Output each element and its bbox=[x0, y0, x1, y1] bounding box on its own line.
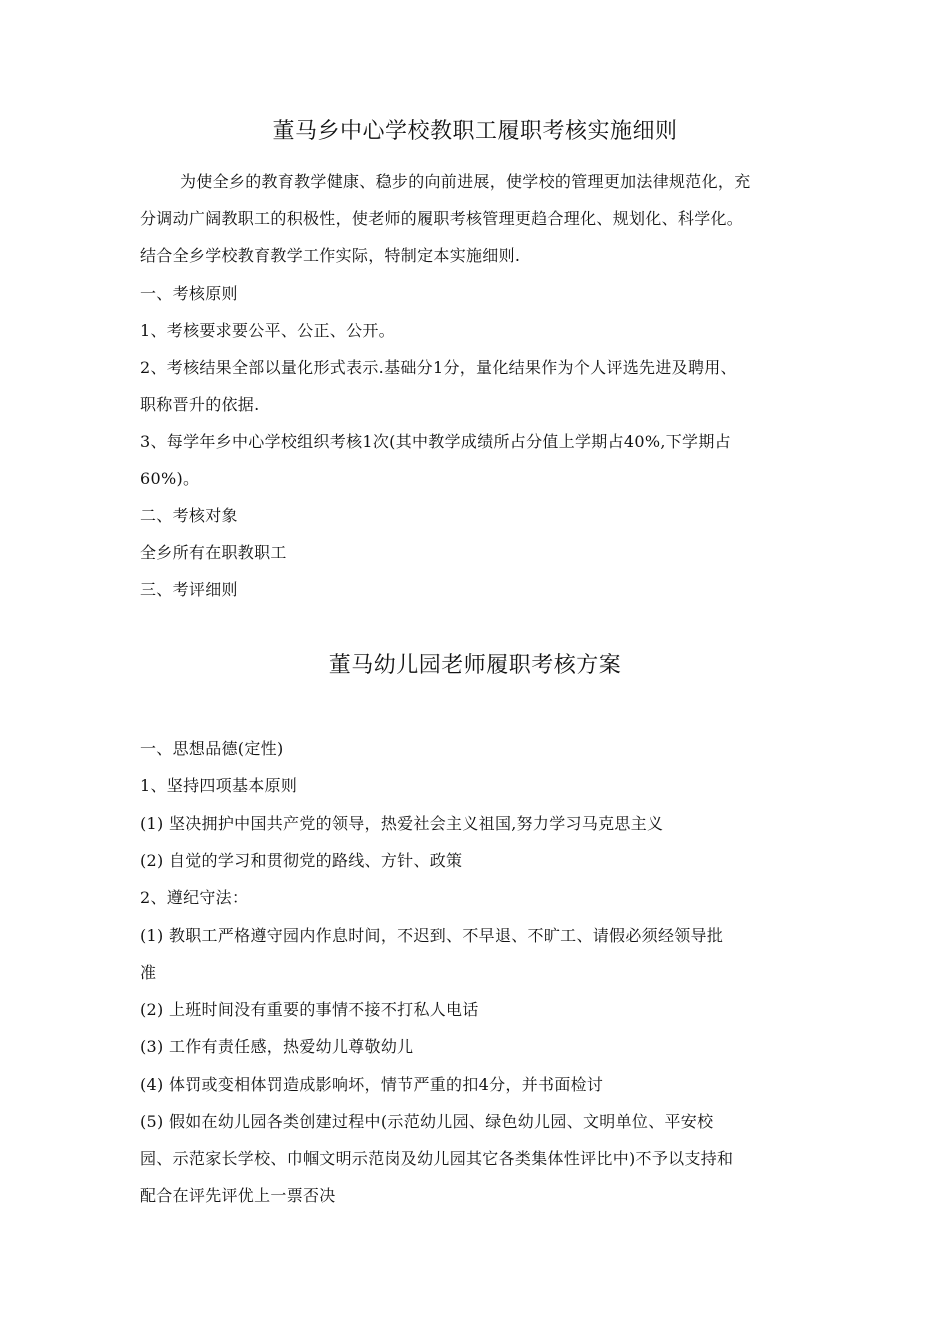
principle-item-3-line-1: 3、每学年乡中心学校组织考核1次(其中教学成绩所占分值上学期占40%,下学期占 bbox=[140, 432, 731, 451]
morality-item-1-1: (1) 坚决拥护中国共产党的领导，热爱社会主义祖国,努力学习马克思主义 bbox=[140, 814, 664, 833]
intro-line-1: 为使全乡的教育教学健康、稳步的向前进展，使学校的管理更加法律规范化，充 bbox=[180, 172, 751, 191]
morality-item-1-2: (2) 自觉的学习和贯彻党的路线、方针、政策 bbox=[140, 851, 463, 870]
discipline-item-3: (3) 工作有责任感，热爱幼儿尊敬幼儿 bbox=[140, 1037, 414, 1056]
section-heading-targets: 二、考核对象 bbox=[140, 506, 238, 525]
principle-item-1: 1、考核要求要公平、公正、公开。 bbox=[140, 321, 395, 340]
discipline-item-1-line-2: 准 bbox=[140, 963, 157, 982]
discipline-item-5-line-1: (5) 假如在幼儿园各类创建过程中(示范幼儿园、绿色幼儿园、文明单位、平安校 bbox=[140, 1112, 714, 1131]
section-heading-principles: 一、考核原则 bbox=[140, 284, 238, 303]
morality-item-2: 2、遵纪守法： bbox=[140, 888, 249, 907]
document-title: 董马乡中心学校教职工履职考核实施细则 bbox=[272, 119, 678, 144]
discipline-item-1-line-1: (1) 教职工严格遵守园内作息时间，不迟到、不早退、不旷工、请假必须经领导批 bbox=[140, 926, 724, 945]
principle-item-2-line-1: 2、考核结果全部以量化形式表示.基础分1分，量化结果作为个人评选先进及聘用、 bbox=[140, 358, 737, 377]
morality-item-1: 1、坚持四项基本原则 bbox=[140, 776, 298, 795]
intro-line-3: 结合全乡学校教育教学工作实际，特制定本实施细则. bbox=[140, 246, 521, 265]
discipline-item-5-line-2: 园、示范家长学校、巾帼文明示范岗及幼儿园其它各类集体性评比中)不予以支持和 bbox=[140, 1149, 734, 1168]
principle-item-3-line-2: 60%)。 bbox=[140, 469, 200, 488]
section-heading-rules: 三、考评细则 bbox=[140, 580, 238, 599]
subplan-title: 董马幼儿园老师履职考核方案 bbox=[328, 653, 622, 678]
principle-item-2-line-2: 职称晋升的依据. bbox=[140, 395, 260, 414]
discipline-item-4: (4) 体罚或变相体罚造成影响坏，情节严重的扣4分，并书面检讨 bbox=[140, 1075, 604, 1094]
part-heading-morality: 一、思想品德(定性) bbox=[140, 739, 284, 758]
discipline-item-5-line-3: 配合在评先评优上一票否决 bbox=[140, 1186, 336, 1205]
discipline-item-2: (2) 上班时间没有重要的事情不接不打私人电话 bbox=[140, 1000, 479, 1019]
targets-text: 全乡所有在职教职工 bbox=[140, 543, 287, 562]
intro-line-2: 分调动广阔教职工的积极性，使老师的履职考核管理更趋合理化、规划化、科学化。 bbox=[140, 209, 744, 228]
